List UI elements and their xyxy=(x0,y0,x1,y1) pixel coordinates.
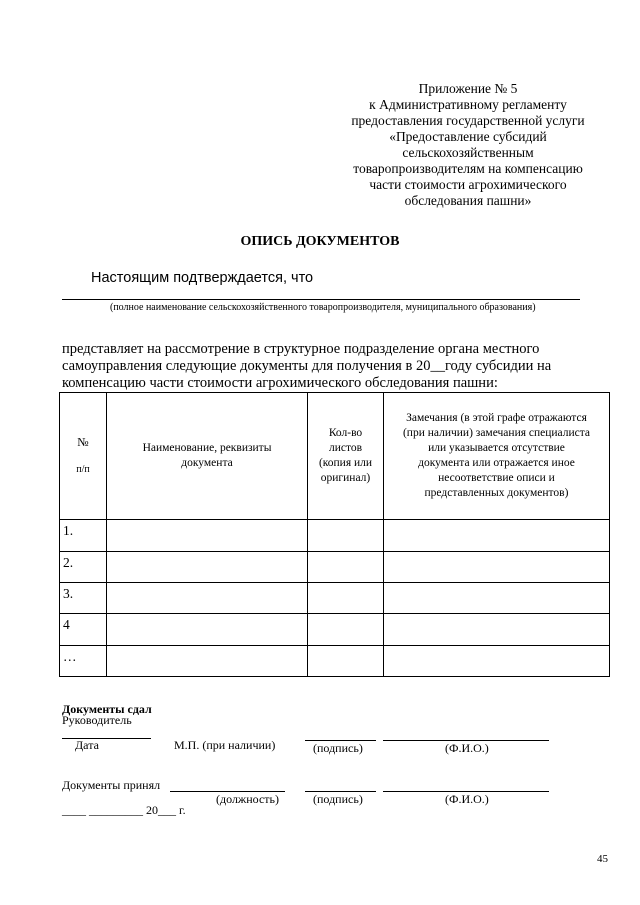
intro-paragraph xyxy=(62,341,610,392)
row-count-cell[interactable] xyxy=(308,552,384,583)
header-number-abbr: п/п xyxy=(76,464,90,475)
paragraph-line: самоуправления следующие документы для получения в 20__году субсидии на xyxy=(62,358,552,374)
date-label: Дата xyxy=(75,738,99,752)
page-number: 45 xyxy=(597,853,608,865)
table-row xyxy=(60,646,610,677)
table-row xyxy=(60,614,610,646)
appendix-line: предоставления государственной услуги xyxy=(351,113,585,128)
header-number xyxy=(60,393,107,520)
table-row xyxy=(60,583,610,614)
signature-label: (подпись) xyxy=(313,741,363,755)
position-label: (должность) xyxy=(216,792,279,806)
row-count-cell[interactable] xyxy=(308,646,384,677)
header-document-name xyxy=(107,393,308,520)
appendix-line: обследования пашни» xyxy=(404,193,532,208)
row-number: 1. xyxy=(60,520,107,552)
row-number: 2. xyxy=(60,552,107,583)
row-document-cell[interactable] xyxy=(107,552,308,583)
row-remarks-cell[interactable] xyxy=(384,552,610,583)
row-document-cell[interactable] xyxy=(107,583,308,614)
appendix-line: Приложение № 5 xyxy=(418,81,518,96)
paragraph-line: компенсацию части стоимости агрохимического обследования пашни: xyxy=(62,375,498,391)
row-remarks-cell[interactable] xyxy=(384,520,610,552)
row-remarks-cell[interactable] xyxy=(384,583,610,614)
appendix-line: «Предоставление субсидий xyxy=(389,129,547,144)
row-count-cell[interactable] xyxy=(308,520,384,552)
row-number: 3. xyxy=(60,583,107,614)
paragraph-line: представляет на рассмотрение в структурное подразделение органа местного xyxy=(62,341,540,357)
header-sheet-count-text: Кол-во листов (копия или оригинал) xyxy=(318,427,373,484)
fio-label: (Ф.И.О.) xyxy=(445,741,489,755)
header-remarks-text: Замечания (в этой графе отражаются (при наличии) замечания специалиста или указывается отсутствие документа или отражается иное несоответствие описи и представленных документов) xyxy=(402,412,591,499)
appendix-line: к Административному регламенту xyxy=(369,97,567,112)
header-sheet-count xyxy=(308,393,384,520)
received-heading: Документы принял xyxy=(62,778,161,792)
appendix-line: части стоимости агрохимического xyxy=(369,177,567,192)
row-remarks-cell[interactable] xyxy=(384,614,610,646)
appendix-header xyxy=(318,81,618,209)
appendix-line: товаропроизводителям на компенсацию xyxy=(353,161,583,176)
handed-heading: Документы сдал xyxy=(62,702,152,716)
producer-name-caption: (полное наименование сельскохозяйственного товаропроизводителя, муниципального образования) xyxy=(110,302,536,313)
header-document-name-text: Наименование, реквизиты документа xyxy=(142,442,272,469)
document-title: ОПИСЬ ДОКУМЕНТОВ xyxy=(240,234,400,249)
header-remarks xyxy=(384,393,610,520)
row-document-cell[interactable] xyxy=(107,520,308,552)
row-document-cell[interactable] xyxy=(107,614,308,646)
row-count-cell[interactable] xyxy=(308,583,384,614)
row-number: … xyxy=(60,646,107,677)
stamp-label: М.П. (при наличии) xyxy=(174,738,276,752)
producer-name-line xyxy=(62,299,580,300)
signature-label: (подпись) xyxy=(313,792,363,806)
confirm-text: Настоящим подтверждается, что xyxy=(91,270,314,286)
appendix-line: сельскохозяйственным xyxy=(402,145,534,160)
row-number: 4 xyxy=(60,614,107,646)
documents-table xyxy=(59,392,610,677)
handed-role: Руководитель xyxy=(62,713,132,727)
table-row xyxy=(60,552,610,583)
table-header-row xyxy=(60,393,610,520)
row-remarks-cell[interactable] xyxy=(384,646,610,677)
row-document-cell[interactable] xyxy=(107,646,308,677)
row-count-cell[interactable] xyxy=(308,614,384,646)
received-date: ____ _________ 20___ г. xyxy=(62,803,186,817)
fio-label: (Ф.И.О.) xyxy=(445,792,489,806)
header-number-symbol: № xyxy=(77,435,89,449)
table-row xyxy=(60,520,610,552)
